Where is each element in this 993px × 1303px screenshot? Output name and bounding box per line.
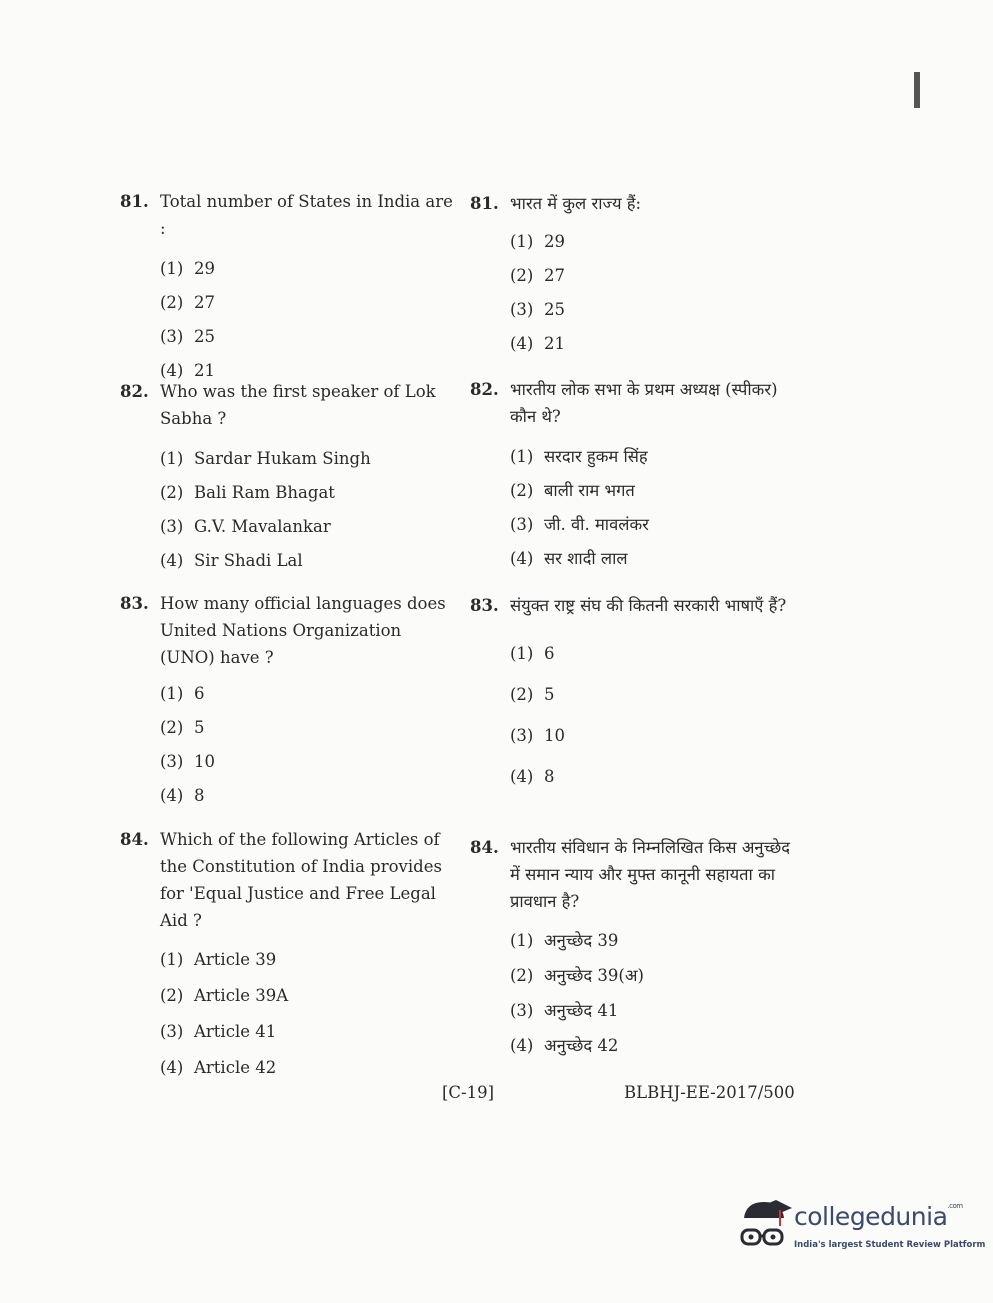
option: (1) अनुच्छेद 39 [510, 931, 619, 950]
option: (2) Article 39A [160, 986, 289, 1005]
collegedunia-logo [736, 1196, 986, 1260]
option: (1) 6 [510, 644, 555, 663]
option: (4) 21 [510, 334, 565, 353]
option: (4) 8 [160, 786, 205, 805]
options-list [160, 442, 455, 578]
option: (3) 10 [160, 752, 215, 771]
option: (1) सरदार हुकम सिंह [510, 447, 648, 466]
options-list [510, 225, 805, 361]
page-number: [C-19] [442, 1083, 495, 1102]
option: (2) 5 [160, 718, 205, 737]
question-text: How many official languages does United Nations Organization (UNO) have ? [160, 594, 446, 667]
question-text: Which of the following Articles of the Constitution of India provides for 'Equal Justice and Free Legal Aid ? [160, 830, 442, 930]
question-number: 81. [120, 192, 149, 211]
option: (3) अनुच्छेद 41 [510, 1001, 619, 1020]
question-83-english [120, 590, 455, 813]
option: (4) 8 [510, 767, 555, 786]
question-number: 84. [120, 830, 149, 849]
brand-name: collegedunia$^{.com}$ [794, 1202, 963, 1231]
option: (4) सर शादी लाल [510, 549, 628, 568]
question-number: 83. [120, 594, 149, 613]
question-number: 83. [470, 596, 499, 615]
option: (1) Sardar Hukam Singh [160, 449, 371, 468]
options-list [160, 252, 455, 388]
options-list [160, 942, 455, 1086]
option: (3) जी. वी. मावलंकर [510, 515, 649, 534]
options-list [510, 633, 805, 797]
question-text: Who was the first speaker of Lok Sabha ? [160, 382, 436, 428]
question-number: 81. [470, 194, 499, 213]
question-number: 84. [470, 838, 499, 857]
option: (2) 27 [510, 266, 565, 285]
question-number: 82. [120, 382, 149, 401]
option: (3) 25 [510, 300, 565, 319]
scan-mark [914, 72, 920, 108]
option: (2) 27 [160, 293, 215, 312]
option: (2) 5 [510, 685, 555, 704]
mascot-icon [736, 1196, 792, 1256]
option: (4) Sir Shadi Lal [160, 551, 303, 570]
option: (1) 29 [510, 232, 565, 251]
question-82-hindi [470, 376, 805, 576]
booklet-code: BLBHJ-EE-2017/500 [624, 1083, 795, 1102]
question-text: भारत में कुल राज्य हैं: [510, 194, 642, 213]
question-82-english [120, 378, 455, 578]
brand-tagline: India's largest Student Review Platform [794, 1240, 986, 1250]
question-81-english [120, 188, 455, 388]
question-81-hindi [470, 190, 805, 361]
options-list [160, 677, 455, 813]
options-list [510, 440, 805, 576]
question-84-hindi [470, 834, 805, 1063]
option: (2) अनुच्छेद 39(अ) [510, 966, 644, 985]
question-text: संयुक्त राष्ट्र संघ की कितनी सरकारी भाषाएँ हैं? [510, 596, 787, 615]
option: (1) Article 39 [160, 950, 277, 969]
question-number: 82. [470, 380, 499, 399]
option: (4) 21 [160, 361, 215, 380]
option: (1) 29 [160, 259, 215, 278]
question-text: Total number of States in India are : [160, 192, 453, 238]
question-83-hindi [470, 592, 805, 797]
question-84-english [120, 826, 455, 1086]
option: (2) बाली राम भगत [510, 481, 635, 500]
question-text: भारतीय लोक सभा के प्रथम अध्यक्ष (स्पीकर) कौन थे? [510, 380, 778, 426]
option: (4) Article 42 [160, 1058, 277, 1077]
option: (3) 25 [160, 327, 215, 346]
option: (1) 6 [160, 684, 205, 703]
option: (4) अनुच्छेद 42 [510, 1036, 619, 1055]
question-text: भारतीय संविधान के निम्नलिखित किस अनुच्छेद में समान न्याय और मुफ्त कानूनी सहायता का प्रावधान है? [510, 838, 790, 911]
option: (3) G.V. Mavalankar [160, 517, 331, 536]
option: (3) Article 41 [160, 1022, 277, 1041]
option: (2) Bali Ram Bhagat [160, 483, 335, 502]
options-list [510, 923, 805, 1063]
option: (3) 10 [510, 726, 565, 745]
